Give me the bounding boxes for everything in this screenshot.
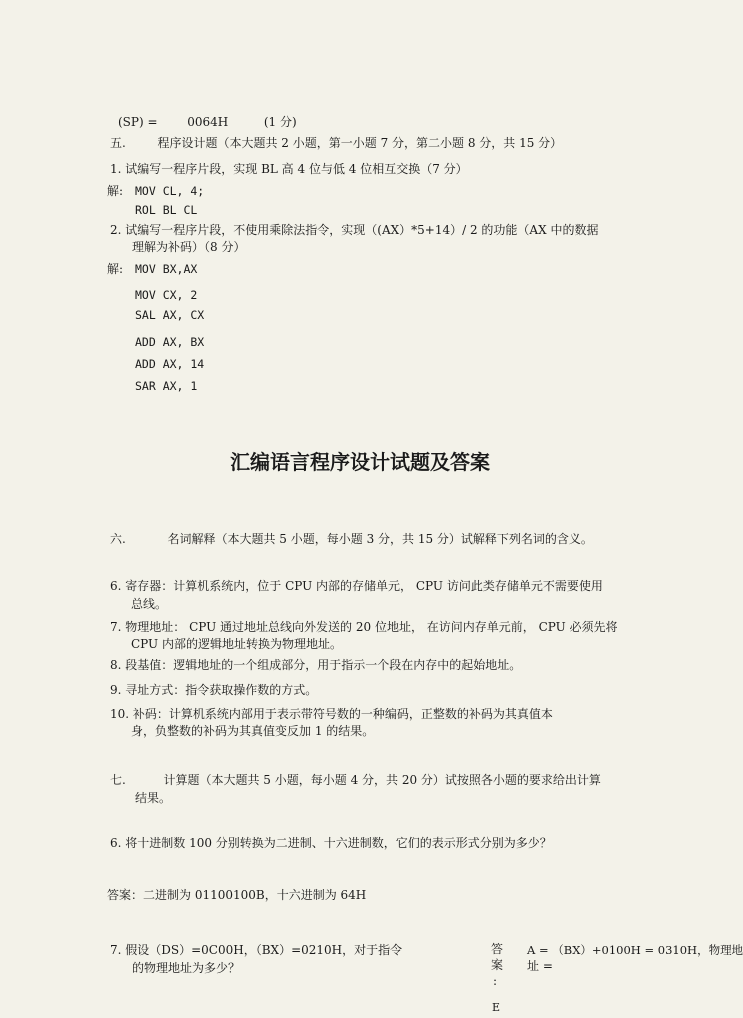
q1-code-line-2: ROL BL CL	[135, 203, 198, 217]
section5-num: 五.	[110, 136, 126, 150]
q7-answer-label-char-1: 答	[491, 942, 504, 956]
q1-answer-label: 解:	[107, 184, 124, 198]
section7-header	[110, 772, 601, 788]
q7-question-line-1: 7. 假设（DS）=0C00H，（BX）=0210H，对于指令	[110, 943, 403, 957]
q1-code-line-1: MOV CL, 4;	[135, 184, 205, 198]
q2-question-line-1: 2. 试编写一程序片段，不使用乘除法指令，实现（(AX）*5+14）/ 2 的功能（AX 中的数据	[110, 223, 599, 237]
term-complement-line-2: 身，负整数的补码为其真值变反加 1 的结果。	[131, 724, 375, 738]
term-addressing-mode: 9. 寻址方式：指令获取操作数的方式。	[110, 683, 318, 697]
term-complement-line-1: 10. 补码：计算机系统内部用于表示带符号数的一种编码，正整数的补码为其真值本	[110, 707, 553, 721]
q6-answer: 答案：二进制为 01100100B，十六进制为 64H	[107, 888, 367, 902]
q2-code-line-6: SAR AX, 1	[135, 379, 198, 393]
q2-code-line-5: ADD AX, 14	[135, 357, 205, 371]
section7-text: 计算题（本大题共 5 小题，每小题 4 分，共 20 分）试按照各小题的要求给出计算	[163, 773, 601, 787]
term-register-line-1: 6. 寄存器：计算机系统内，位于 CPU 内部的存储单元， CPU 访问此类存储单元不需要使用	[110, 579, 603, 593]
q6-question: 6. 将十进制数 100 分别转换为二进制、十六进制数，它们的表示形式分别为多少？	[110, 836, 552, 850]
q2-code-line-2: MOV CX, 2	[135, 288, 198, 302]
section5-text: 程序设计题（本大题共 2 小题，第一小题 7 分，第二小题 8 分，共 15 分）	[157, 136, 563, 150]
q1-question: 1. 试编写一程序片段，实现 BL 高 4 位与低 4 位相互交换（7 分）	[110, 162, 468, 176]
term-physical-address-line-2: CPU 内部的逻辑地址转换为物理地址。	[131, 637, 342, 651]
sp-value: 0064H	[187, 115, 229, 129]
q2-code-line-4: ADD AX, BX	[135, 335, 205, 349]
q7-answer-line-1: A = （BX）+0100H = 0310H，物理地	[527, 943, 743, 957]
section5-header	[110, 135, 562, 151]
q7-answer-label-char-2: 案	[491, 958, 504, 972]
sp-score: (1 分)	[263, 115, 297, 129]
q7-answer-line-2: 址 =	[527, 959, 553, 973]
sp-label: (SP) =	[118, 115, 158, 129]
q2-code-line-1: MOV BX,AX	[135, 262, 198, 276]
term-register-line-2: 总线。	[131, 597, 168, 611]
section6-num: 六.	[110, 532, 126, 546]
q2-question-line-2: 理解为补码）（8 分）	[132, 240, 246, 254]
section6-header	[110, 531, 593, 547]
term-segment-base: 8. 段基值：逻辑地址的一个组成部分，用于指示一个段在内存中的起始地址。	[110, 658, 522, 672]
term-physical-address-line-1: 7. 物理地址： CPU 通过地址总线向外发送的 20 位地址， 在访问内存单元前， CPU 必须先将	[110, 620, 618, 634]
section7-num: 七.	[110, 773, 126, 787]
section7-header-line-2: 结果。	[135, 791, 172, 805]
q7-question-line-2: 的物理地址为多少？	[132, 961, 241, 975]
q7-answer-label-char-4: E	[492, 1001, 501, 1014]
section6-text: 名词解释（本大题共 5 小题，每小题 3 分，共 15 分）试解释下列名词的含义。	[167, 532, 593, 546]
q2-answer-label: 解:	[107, 262, 124, 276]
document-title: 汇编语言程序设计试题及答案	[230, 450, 490, 474]
sp-line	[118, 114, 297, 130]
q7-answer-label-char-3: :	[493, 974, 498, 988]
q2-code-line-3: SAL AX, CX	[135, 308, 205, 322]
